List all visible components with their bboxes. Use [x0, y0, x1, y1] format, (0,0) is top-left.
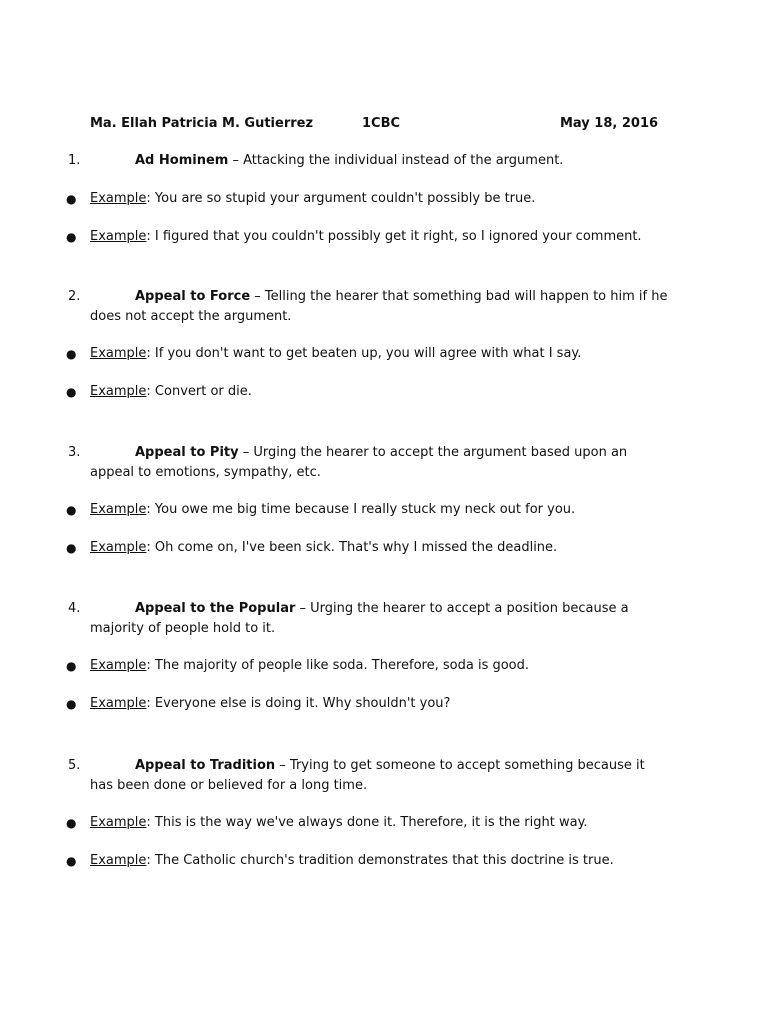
example-entry [0, 189, 768, 209]
fallacy-item-appeal-to-force [0, 287, 768, 402]
example-label: Example [90, 502, 147, 517]
bullet-icon: ● [66, 503, 77, 517]
example-entry [0, 500, 768, 520]
bullet-icon: ● [66, 230, 77, 244]
example-text: : Everyone else is doing it. Why shouldn't you? [146, 696, 451, 711]
example-label: Example [90, 815, 147, 830]
example-label: Example [90, 346, 147, 361]
class-section: 1CBC [362, 116, 401, 131]
bullet-icon: ● [66, 192, 77, 206]
example-label: Example [90, 540, 147, 555]
example-text: : Convert or die. [146, 384, 252, 399]
example-text: : This is the way we've always done it. Therefore, it is the right way. [146, 815, 588, 830]
example-entry [0, 694, 768, 714]
example-label: Example [90, 853, 147, 868]
fallacy-term: Appeal to Force [135, 289, 251, 304]
fallacy-term: Ad Hominem [135, 153, 229, 168]
fallacy-definition-continued: majority of people hold to it. [90, 621, 276, 636]
bullet-icon: ● [66, 347, 77, 361]
bullet-icon: ● [66, 697, 77, 711]
example-text: : The Catholic church's tradition demonstrates that this doctrine is true. [146, 853, 614, 868]
item-number: 4. [68, 601, 81, 616]
example-entry [0, 538, 768, 558]
fallacy-term: Appeal to Tradition [135, 758, 276, 773]
item-number: 2. [68, 289, 81, 304]
example-entry [0, 344, 768, 364]
bullet-icon: ● [66, 816, 77, 830]
example-label: Example [90, 696, 147, 711]
fallacy-item-appeal-to-tradition [0, 756, 768, 871]
fallacy-item-ad-hominem [0, 151, 768, 247]
document-date: May 18, 2016 [560, 116, 659, 131]
fallacy-item-appeal-to-pity [0, 443, 768, 558]
example-text: : You are so stupid your argument couldn't possibly be true. [146, 191, 536, 206]
fallacy-definition-continued: appeal to emotions, sympathy, etc. [90, 465, 321, 480]
fallacy-definition: – Telling the hearer that something bad will happen to him if he [250, 289, 668, 304]
bullet-icon: ● [66, 659, 77, 673]
document-header [0, 116, 768, 134]
example-entry [0, 382, 768, 402]
fallacy-term: Appeal to Pity [135, 445, 239, 460]
example-text: : You owe me big time because I really stuck my neck out for you. [146, 502, 576, 517]
fallacy-definition-continued: has been done or believed for a long time. [90, 778, 368, 793]
fallacy-definition: – Trying to get someone to accept something because it [275, 758, 645, 773]
fallacy-definition: – Attacking the individual instead of the argument. [228, 153, 564, 168]
fallacy-definition: – Urging the hearer to accept the argument based upon an [238, 445, 628, 460]
item-number: 5. [68, 758, 81, 773]
bullet-icon: ● [66, 541, 77, 555]
item-number: 3. [68, 445, 81, 460]
example-label: Example [90, 229, 147, 244]
student-name: Ma. Ellah Patricia M. Gutierrez [90, 116, 314, 131]
example-text: : Oh come on, I've been sick. That's why I missed the deadline. [146, 540, 558, 555]
example-entry [0, 656, 768, 676]
fallacy-definition-continued: does not accept the argument. [90, 309, 292, 324]
example-text: : If you don't want to get beaten up, you will agree with what I say. [146, 346, 582, 361]
fallacy-item-appeal-to-the-popular [0, 599, 768, 714]
example-entry [0, 227, 768, 247]
example-label: Example [90, 191, 147, 206]
fallacy-term: Appeal to the Popular [135, 601, 296, 616]
example-entry [0, 851, 768, 871]
example-label: Example [90, 384, 147, 399]
example-text: : I figured that you couldn't possibly get it right, so I ignored your comment. [146, 229, 642, 244]
item-number: 1. [68, 153, 81, 168]
example-text: : The majority of people like soda. Therefore, soda is good. [146, 658, 530, 673]
example-entry [0, 813, 768, 833]
fallacy-definition: – Urging the hearer to accept a position because a [295, 601, 629, 616]
bullet-icon: ● [66, 385, 77, 399]
example-label: Example [90, 658, 147, 673]
bullet-icon: ● [66, 854, 77, 868]
